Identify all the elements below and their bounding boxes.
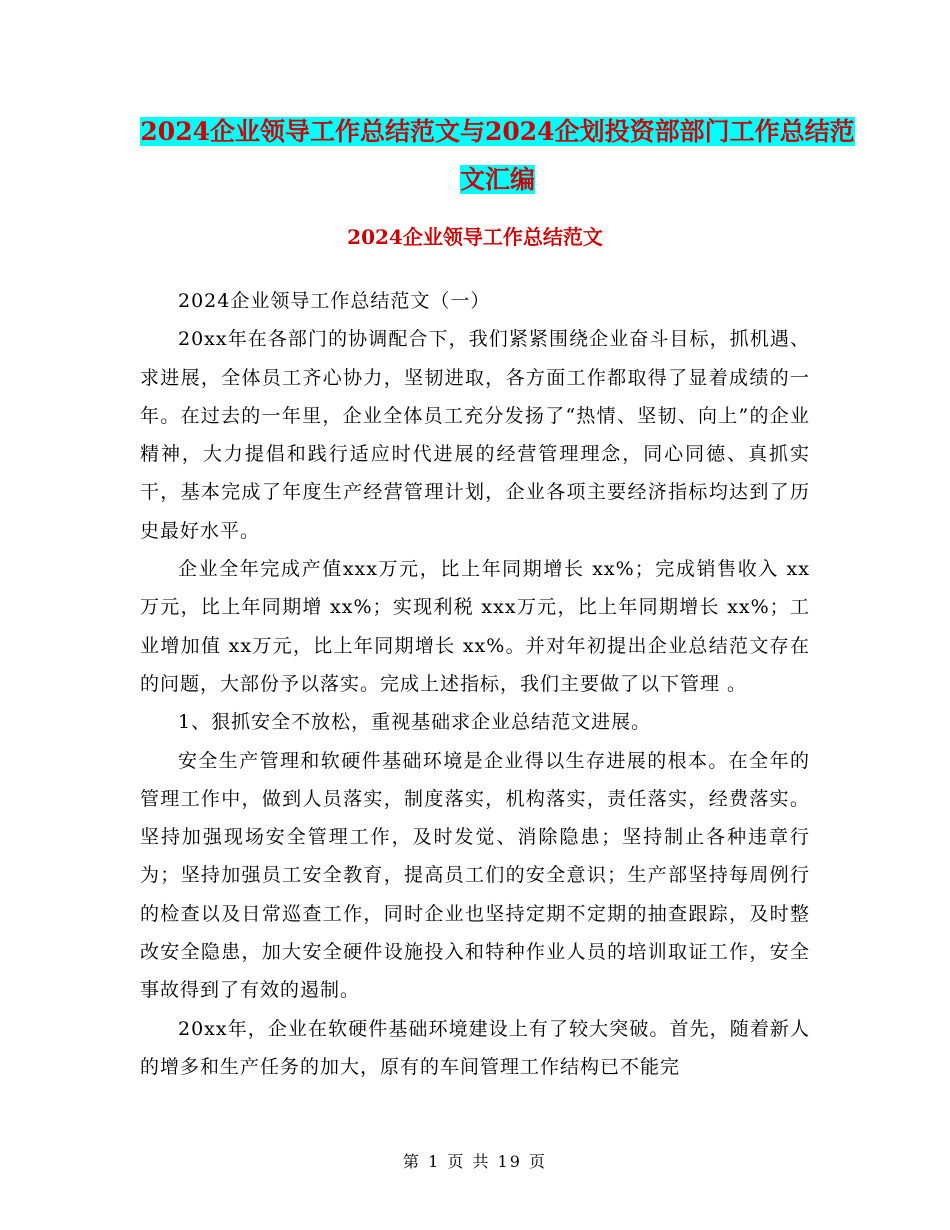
page-indicator: 第 1 页 共 19 页: [403, 1152, 547, 1171]
document-title: [140, 108, 855, 204]
section-title: 2024企业领导工作总结范文: [347, 225, 603, 249]
paragraph: 20xx年在各部门的协调配合下，我们紧紧围绕企业奋斗目标，抓机遇、求进展，全体员工齐心协力，坚韧进取，各方面工作都取得了显着成绩的一年。在过去的一年里，企业全体员工充分发扬了“热情、坚韧、向上”的企业精神，大力提倡和践行适应时代进展的经营管理理念，同心同德、真抓实干，基本完成了年度生产经营管理计划，企业各项主要经济指标均达到了历史最好水平。: [140, 328, 810, 542]
paragraph: 企业全年完成产值xxx万元，比上年同期增长 xx%；完成销售收入 xx万元，比上年同期增 xx%；实现利税 xxx万元，比上年同期增长 xx%；工业增加值 xx万元，比上年同期增长 xx%。并对年初提出企业总结范文存在的问题，大部份予以落实。完成上述指标，我们主要做了以下管理 。: [140, 558, 810, 695]
paragraph: 20xx年，企业在软硬件基础环境建设上有了较大突破。首先，随着新人的增多和生产任务的加大，原有的车间管理工作结构已不能完: [140, 1017, 810, 1078]
page-footer: [0, 1150, 950, 1174]
document-title-text: 2024企业领导工作总结范文与2024企划投资部部门工作总结范文汇编: [140, 117, 855, 194]
paragraph: 安全生产管理和软硬件基础环境是企业得以生存进展的根本。在全年的管理工作中，做到人员落实，制度落实，机构落实，责任落实，经费落实。坚持加强现场安全管理工作，及时发觉、消除隐患；坚持制止各种违章行为；坚持加强员工安全教育，提高员工们的安全意识；生产部坚持每周例行的检查以及日常巡查工作，同时企业也坚持定期不定期的抽查跟踪，及时整改安全隐患，加大安全硬件设施投入和特种作业人员的培训取证工作，安全事故得到了有效的遏制。: [140, 749, 810, 1002]
paragraph-point-heading: 1、狠抓安全不放松，重视基础求企业总结范文进展。: [178, 711, 652, 734]
document-body: [140, 282, 810, 1086]
paragraph-subheading: 2024企业领导工作总结范文（一）: [178, 290, 491, 312]
